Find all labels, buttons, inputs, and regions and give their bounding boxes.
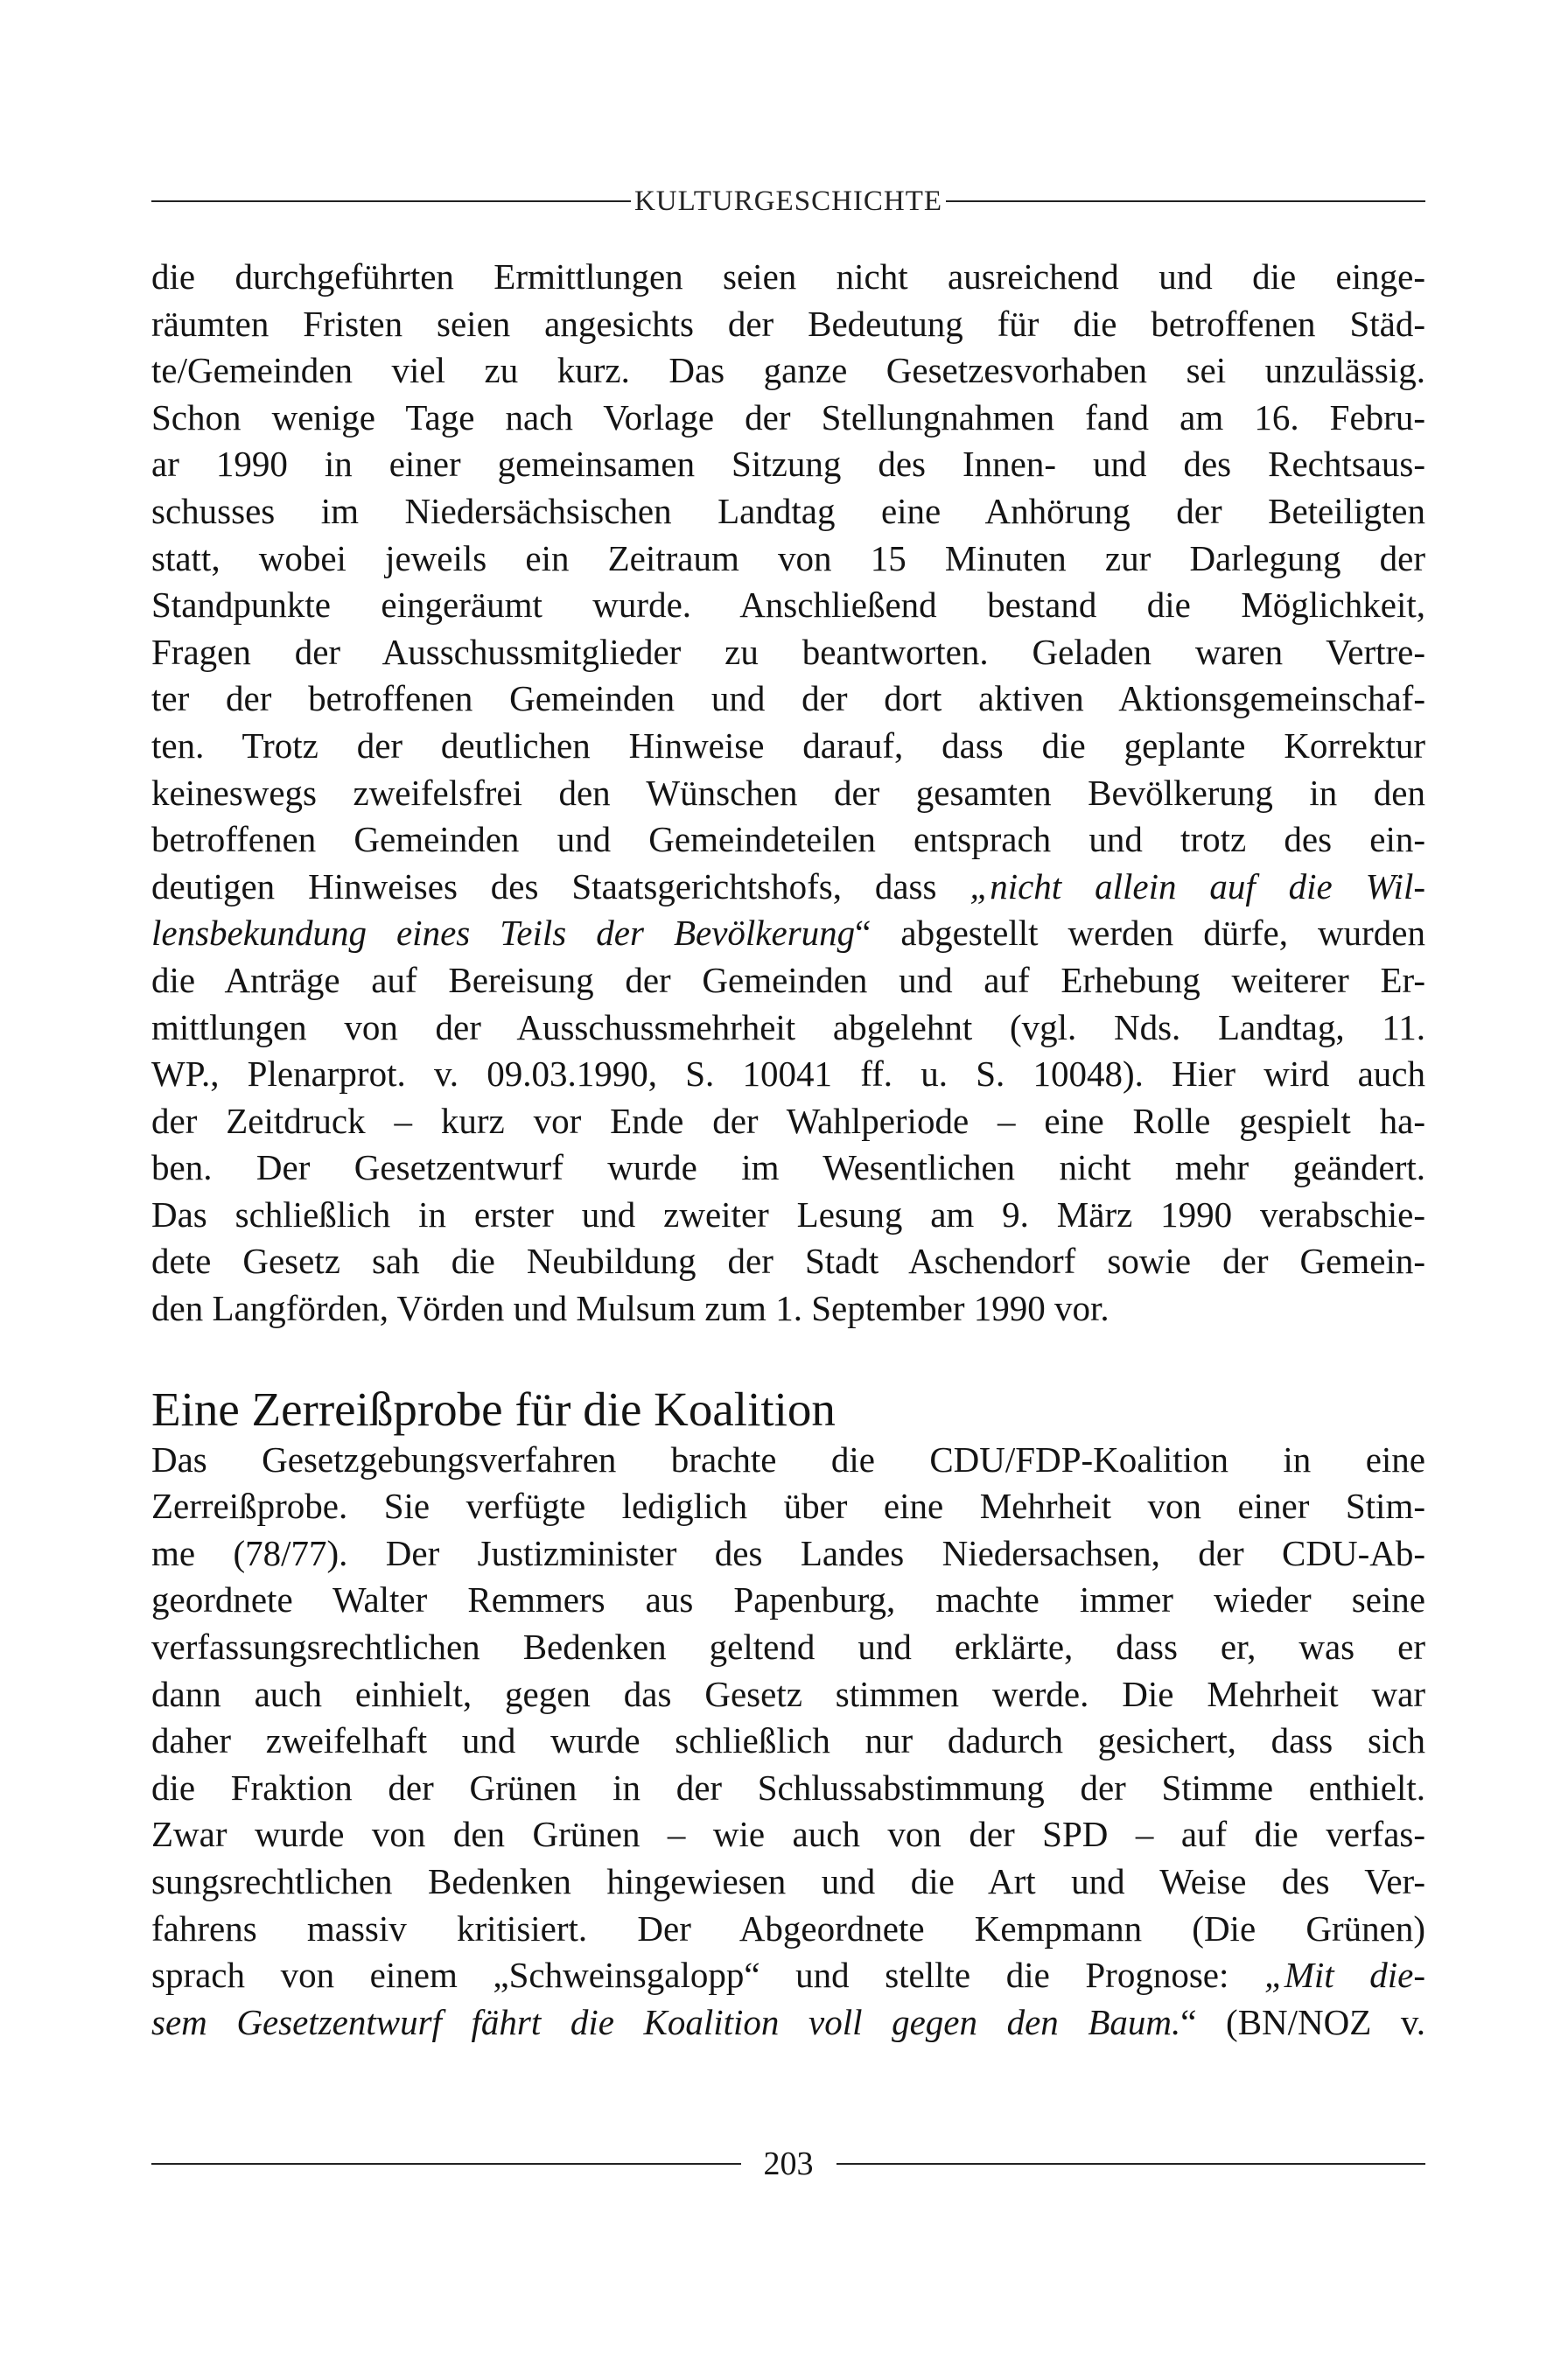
header-rule-right (946, 200, 1425, 202)
text-line-with-quote (151, 1952, 1425, 1999)
text-line: geordnete Walter Remmers aus Papenburg, machte immer wieder seine (151, 1579, 1425, 1620)
text-fragment: sprach von einem „Schweinsgalopp“ und stellte die Prognose: (151, 1955, 1264, 1996)
text-line: mittlungen von der Ausschussmehrheit abgelehnt (vgl. Nds. Landtag, 11. (151, 1006, 1425, 1047)
text-line: die Anträge auf Bereisung der Gemeinden und auf Erhebung weiterer Er- (151, 959, 1425, 1000)
text-line: schusses im Niedersächsischen Landtag eine Anhörung der Beteiligten (151, 490, 1425, 531)
text-line: ar 1990 in einer gemeinsamen Sitzung des Innen- und des Rechtsaus- (151, 444, 1425, 485)
text-line: den Langförden, Vörden und Mulsum zum 1. September 1990 vor. (151, 1288, 1110, 1329)
paragraph-1 (151, 254, 1425, 1333)
text-line: der Zeitdruck – kurz vor Ende der Wahlperiode – eine Rolle gespielt ha- (151, 1100, 1425, 1141)
text-line: ben. Der Gesetzentwurf wurde im Wesentlichen nicht mehr geändert. (151, 1147, 1425, 1188)
running-title: KULTURGESCHICHTE (634, 185, 943, 217)
header-rule-left (151, 200, 631, 202)
text-line: Schon wenige Tage nach Vorlage der Stellungnahmen fand am 16. Febru- (151, 396, 1425, 438)
text-line: Fragen der Ausschussmitglieder zu beantworten. Geladen waren Vertre- (151, 631, 1425, 672)
text-line: die Fraktion der Grünen in der Schlussabstimmung der Stimme enthielt. (151, 1767, 1425, 1808)
page-footer (151, 2142, 1425, 2186)
text-line: Das schließlich in erster und zweiter Lesung am 9. März 1990 verabschie- (151, 1194, 1425, 1235)
text-line: betroffenen Gemeinden und Gemeindeteilen entsprach und trotz des ein- (151, 819, 1425, 860)
text-line: Standpunkte eingeräumt wurde. Anschließend bestand die Möglichkeit, (151, 584, 1425, 626)
footer-rule-left (151, 2163, 741, 2165)
section-heading: Eine Zerreißprobe für die Koalition (151, 1382, 836, 1436)
text-line: WP., Plenarprot. v. 09.03.1990, S. 10041 ff. u. S. 10048). Hier wird auch (151, 1054, 1425, 1095)
text-line: fahrens massiv kritisiert. Der Abgeordnete Kempmann (Die Grünen) (151, 1908, 1425, 1949)
italic-quote: „Mit die- (1264, 1955, 1425, 1996)
text-line: statt, wobei jeweils ein Zeitraum von 15 Minuten zur Darlegung der (151, 537, 1425, 578)
text-line: ten. Trotz der deutlichen Hinweise darauf, dass die geplante Korrektur (151, 724, 1425, 766)
text-line: dete Gesetz sah die Neubildung der Stadt Aschendorf sowie der Gemein- (151, 1241, 1425, 1282)
text-line: ter der betroffenen Gemeinden und der dort aktiven Aktionsgemeinschaf- (151, 678, 1425, 719)
text-line: verfassungsrechtlichen Bedenken geltend und erklärte, dass er, was er (151, 1627, 1425, 1668)
running-header (151, 175, 1425, 228)
text-line: dann auch einhielt, gegen das Gesetz stimmen werde. Die Mehrheit war (151, 1673, 1425, 1714)
text-line: Das Gesetzgebungsverfahren brachte die CDU/FDP-Koalition in eine (151, 1438, 1425, 1480)
text-line: Zwar wurde von den Grünen – wie auch von der SPD – auf die verfas- (151, 1814, 1425, 1855)
footer-rule-right (836, 2163, 1426, 2165)
text-line-with-quote (151, 910, 1425, 957)
italic-quote: lensbekundung eines Teils der Bevölkerung (151, 913, 856, 954)
text-line-with-quote (151, 864, 1425, 911)
text-line: räumten Fristen seien angesichts der Bedeutung für die betroffenen Städ- (151, 303, 1425, 344)
text-fragment: “ abgestellt werden dürfe, wurden (855, 913, 1425, 954)
text-fragment: “ (BN/NOZ v. (1180, 2001, 1425, 2042)
italic-quote: sem Gesetzentwurf fährt die Koalition voll gegen den Baum. (151, 2001, 1181, 2042)
text-line: Zerreißprobe. Sie verfügte lediglich über eine Mehrheit von einer Stim- (151, 1486, 1425, 1527)
book-page (151, 175, 1425, 2046)
text-line: daher zweifelhaft und wurde schließlich nur dadurch gesichert, dass sich (151, 1720, 1425, 1761)
text-line: keineswegs zweifelsfrei den Wünschen der gesamten Bevölkerung in den (151, 772, 1425, 813)
text-line: te/Gemeinden viel zu kurz. Das ganze Gesetzesvorhaben sei unzulässig. (151, 350, 1425, 391)
text-fragment: deutigen Hinweises des Staatsgerichtshofs, dass (151, 865, 970, 906)
text-line: sungsrechtlichen Bedenken hingewiesen und die Art und Weise des Ver- (151, 1861, 1425, 1901)
page-number: 203 (763, 2146, 814, 2182)
italic-quote: „nicht allein auf die Wil- (970, 865, 1425, 906)
paragraph-2 (151, 1437, 1425, 2047)
text-line: me (78/77). Der Justizminister des Landes Niedersachsen, der CDU-Ab- (151, 1532, 1425, 1573)
text-line: die durchgeführten Ermittlungen seien nicht ausreichend und die einge- (151, 256, 1425, 297)
text-line-with-quote (151, 1999, 1425, 2047)
